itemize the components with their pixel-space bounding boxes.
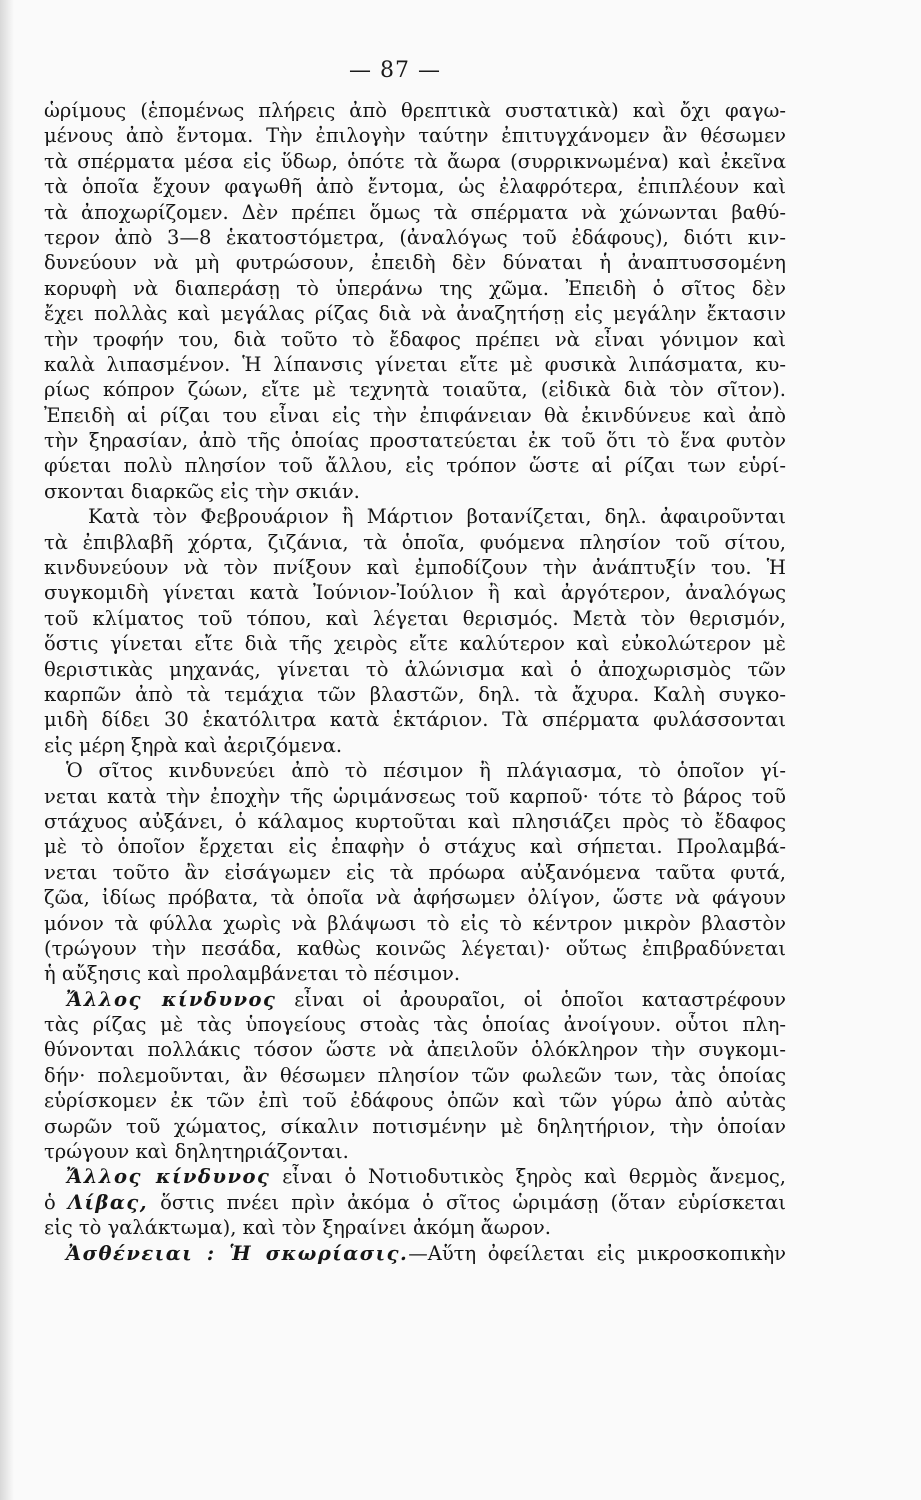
line-text: —Αὕτη ὀφείλεται εἰς μικροσκοπικὴν (408, 1241, 786, 1265)
text-line (44, 377, 786, 402)
line-text: τοῦ κλίματος τοῦ τόπου, καὶ λέγεται θερισμός. Μετὰ τὸν θερισμόν, (44, 606, 786, 630)
text-line (44, 98, 786, 123)
text-line (44, 834, 786, 859)
line-text: ζῶα, ἰδίως πρόβατα, τὰ ὁποῖα νὰ ἀφήσωμεν ὀλίγον, ὥστε νὰ φάγουν (44, 886, 786, 910)
emphasis-text: Ἀσθένειαι : Ἡ σκωρίασις. (66, 1241, 409, 1265)
text-line (44, 250, 786, 275)
line-text: τὰ ὁποῖα ἔχουν φαγωθῆ ἀπὸ ἔντομα, ὡς ἐλαφρότερα, ἐπιπλέουν καὶ (44, 175, 786, 199)
line-text: δήν· πολεμοῦνται, ἂν θέσωμεν πλησίον τῶν φωλεῶν των, τὰς ὁποίας (44, 1063, 786, 1087)
text-line (44, 1088, 786, 1113)
emphasis-text: Ἄλλος κίνδυνος (66, 1165, 271, 1189)
line-text: τὰ ἐπιβλαβῆ χόρτα, ζιζάνια, τὰ ὁποῖα, φυόμενα πλησίον τοῦ σίτου, (44, 530, 786, 554)
line-text: στάχυος αὐξάνει, ὁ κάλαμος κυρτοῦται καὶ πλησιάζει πρὸς τὸ ἔδαφος (44, 809, 786, 833)
text-line (44, 606, 786, 631)
text-line (44, 885, 786, 910)
line-text: Ὁ σῖτος κινδυνεύει ἀπὸ τὸ πέσιμον ἢ πλάγιασμα, τὸ ὁποῖον γί- (66, 759, 786, 783)
line-text: ὅστις γίνεται εἴτε διὰ τῆς χειρὸς εἴτε καλύτερον καὶ εὐκολώτερον μὲ (44, 632, 786, 656)
text-line (44, 657, 786, 682)
text-line (44, 1139, 786, 1164)
line-text: νεται κατὰ τὴν ἐποχὴν τῆς ὡριμάνσεως τοῦ καρποῦ· τότε τὸ βάρος τοῦ (44, 784, 786, 808)
line-text: δυνεύουν νὰ μὴ φυτρώσουν, ἐπειδὴ δὲν δύναται ἡ ἀναπτυσσομένη (44, 251, 786, 275)
text-line (44, 174, 786, 199)
body-text (44, 98, 786, 1266)
text-line (44, 123, 786, 148)
text-line (44, 1190, 786, 1215)
line-text: μόνον τὰ φύλλα χωρὶς νὰ βλάψωσι τὸ εἰς τὸ κέντρον μικρὸν βλαστὸν (44, 911, 786, 935)
line-text: εἰς τὸ γαλάκτωμα), καὶ τὸν ξηραίνει ἀκόμη ἄωρον. (44, 1216, 551, 1240)
line-text: εὑρίσκομεν ἐκ τῶν ἐπὶ τοῦ ἐδάφους ὀπῶν καὶ τῶν γύρω ἀπὸ αὐτὰς (44, 1089, 786, 1113)
text-line (44, 733, 786, 758)
text-line (44, 276, 786, 301)
line-text: σκονται διαρκῶς εἰς τὴν σκιάν. (44, 479, 360, 503)
line-text: τερον ἀπὸ 3—8 ἑκατοστόμετρα, (ἀναλόγως τοῦ ἐδάφους), διότι κιν- (44, 225, 786, 249)
line-text: θύνονται πολλάκις τόσον ὥστε νὰ ἀπειλοῦν ὁλόκληρον τὴν συγκομι- (44, 1038, 786, 1062)
text-line (44, 784, 786, 809)
line-text: μιδὴ δίδει 30 ἑκατόλιτρα κατὰ ἑκτάριον. Τὰ σπέρματα φυλάσσονται (44, 708, 786, 732)
text-line (44, 403, 786, 428)
line-text: ρίως κόπρον ζώων, εἴτε μὲ τεχνητὰ τοιαῦτα, (εἰδικὰ διὰ τὸν σῖτον). (44, 378, 786, 402)
text-line (44, 682, 786, 707)
text-line (44, 1063, 786, 1088)
text-line (44, 149, 786, 174)
text-line (44, 580, 786, 605)
text-line (44, 758, 786, 783)
text-line (44, 961, 786, 986)
line-text: ὅστις πνέει πρὶν ἀκόμα ὁ σῖτος ὡριμάσῃ (ὅταν εὑρίσκεται (148, 1190, 786, 1214)
line-text: τὰ ἀποχωρίζομεν. Δὲν πρέπει ὅμως τὰ σπέρματα νὰ χώνωνται βαθύ- (44, 200, 786, 224)
text-line (44, 911, 786, 936)
text-line (44, 225, 786, 250)
line-text: ὡρίμους (ἑπομένως πλήρεις ἀπὸ θρεπτικὰ συστατικὰ) καὶ ὄχι φαγω- (44, 99, 786, 122)
text-line (44, 936, 786, 961)
line-text: τὴν τροφήν του, διὰ τοῦτο τὸ ἔδαφος πρέπει νὰ εἶναι γόνιμον καὶ (44, 327, 786, 351)
line-text: τὴν ξηρασίαν, ἀπὸ τῆς ὁποίας προστατεύεται ἐκ τοῦ ὅτι τὸ ἕνα φυτὸν (44, 429, 786, 453)
line-text: τρώγουν καὶ δηλητηριάζονται. (44, 1140, 349, 1164)
text-line (44, 987, 786, 1012)
line-text: φύεται πολὺ πλησίον τοῦ ἄλλου, εἰς τρόπον ὥστε αἱ ρίζαι των εὑρί- (44, 454, 786, 478)
emphasis-text: Ἄλλος κίνδυνος (66, 987, 277, 1011)
line-text: Κατὰ τὸν Φεβρουάριον ἢ Μάρτιον βοτανίζεται, δηλ. ἀφαιροῦνται (88, 505, 786, 529)
text-line (44, 504, 786, 529)
line-text: ἔχει πολλὰς καὶ μεγάλας ρίζας διὰ νὰ ἀναζητήσῃ εἰς μεγάλην ἔκτασιν (44, 302, 786, 326)
line-text: εἶναι οἱ ἀρουραῖοι, οἱ ὁποῖοι καταστρέφουν (276, 987, 786, 1011)
page-number: — 87 — (349, 58, 441, 83)
text-line (44, 1164, 786, 1189)
line-text: θεριστικὰς μηχανάς, γίνεται τὸ ἁλώνισμα καὶ ὁ ἀποχωρισμὸς τῶν (44, 657, 786, 681)
line-text: σωρῶν τοῦ χώματος, σίκαλιν ποτισμένην μὲ δηλητήριον, τὴν ὁποίαν (44, 1114, 786, 1138)
text-line (44, 631, 786, 656)
text-line (44, 1215, 786, 1240)
text-line (44, 453, 786, 478)
text-line (44, 200, 786, 225)
text-line (44, 1241, 786, 1266)
line-text: εἶναι ὁ Νοτιοδυτικὸς ξηρὸς καὶ θερμὸς ἄνεμος, (270, 1165, 786, 1189)
line-text: μένους ἀπὸ ἔντομα. Τὴν ἐπιλογὴν ταύτην ἐπιτυγχάνομεν ἂν θέσωμεν (44, 124, 786, 148)
line-text: ὁ (44, 1190, 68, 1214)
line-text: νεται τοῦτο ἂν εἰσάγωμεν εἰς τὰ πρόωρα αὐξανόμενα ταῦτα φυτά, (44, 860, 786, 884)
text-line (44, 809, 786, 834)
text-line (44, 301, 786, 326)
text-line (44, 1012, 786, 1037)
line-text: μὲ τὸ ὁποῖον ἔρχεται εἰς ἐπαφὴν ὁ στάχυς καὶ σήπεται. Προλαμβά- (44, 835, 786, 859)
line-text: Ἐπειδὴ αἱ ρίζαι του εἶναι εἰς τὴν ἐπιφάνειαν θὰ ἐκινδύνευε καὶ ἀπὸ (44, 403, 786, 427)
text-line (44, 1037, 786, 1062)
line-text: κορυφὴ νὰ διαπεράσῃ τὸ ὑπεράνω της χῶμα. Ἐπειδὴ ὁ σῖτος δὲν (44, 276, 786, 300)
line-text: εἰς μέρη ξηρὰ καὶ ἀεριζόμενα. (44, 733, 343, 757)
line-text: τὰ σπέρματα μέσα εἰς ὕδωρ, ὁπότε τὰ ἄωρα (συρρικνωμένα) καὶ ἐκεῖνα (44, 149, 786, 173)
line-text: κινδυνεύουν νὰ τὸν πνίξουν καὶ ἐμποδίζουν τὴν ἀνάπτυξίν του. Ἡ (44, 556, 786, 580)
text-line (44, 707, 786, 732)
line-text: συγκομιδὴ γίνεται κατὰ Ἰούνιον-Ἰούλιον ἢ καὶ ἀργότερον, ἀναλόγως (44, 581, 786, 605)
emphasis-text: Λίβας, (67, 1190, 149, 1214)
line-text: καρπῶν ἀπὸ τὰ τεμάχια τῶν βλαστῶν, δηλ. τὰ ἄχυρα. Καλὴ συγκο- (44, 682, 786, 706)
text-line (44, 479, 786, 504)
text-line (44, 555, 786, 580)
text-line (44, 530, 786, 555)
text-line (44, 352, 786, 377)
line-text: ἡ αὔξησις καὶ προλαμβάνεται τὸ πέσιμον. (44, 962, 461, 986)
text-line (44, 428, 786, 453)
line-text: καλὰ λιπασμένον. Ἡ λίπανσις γίνεται εἴτε μὲ φυσικὰ λιπάσματα, κυ- (44, 352, 786, 376)
line-text: (τρώγουν τὴν πεσάδα, καθὼς κοινῶς λέγεται)· οὕτως ἐπιβραδύνεται (44, 936, 786, 960)
text-line (44, 1114, 786, 1139)
page-edge-shadow (0, 0, 14, 1500)
line-text: τὰς ρίζας μὲ τὰς ὑπογείους στοὰς τὰς ὁποίας ἀνοίγουν. οὗτοι πλη- (44, 1013, 786, 1037)
text-line (44, 327, 786, 352)
text-line (44, 860, 786, 885)
